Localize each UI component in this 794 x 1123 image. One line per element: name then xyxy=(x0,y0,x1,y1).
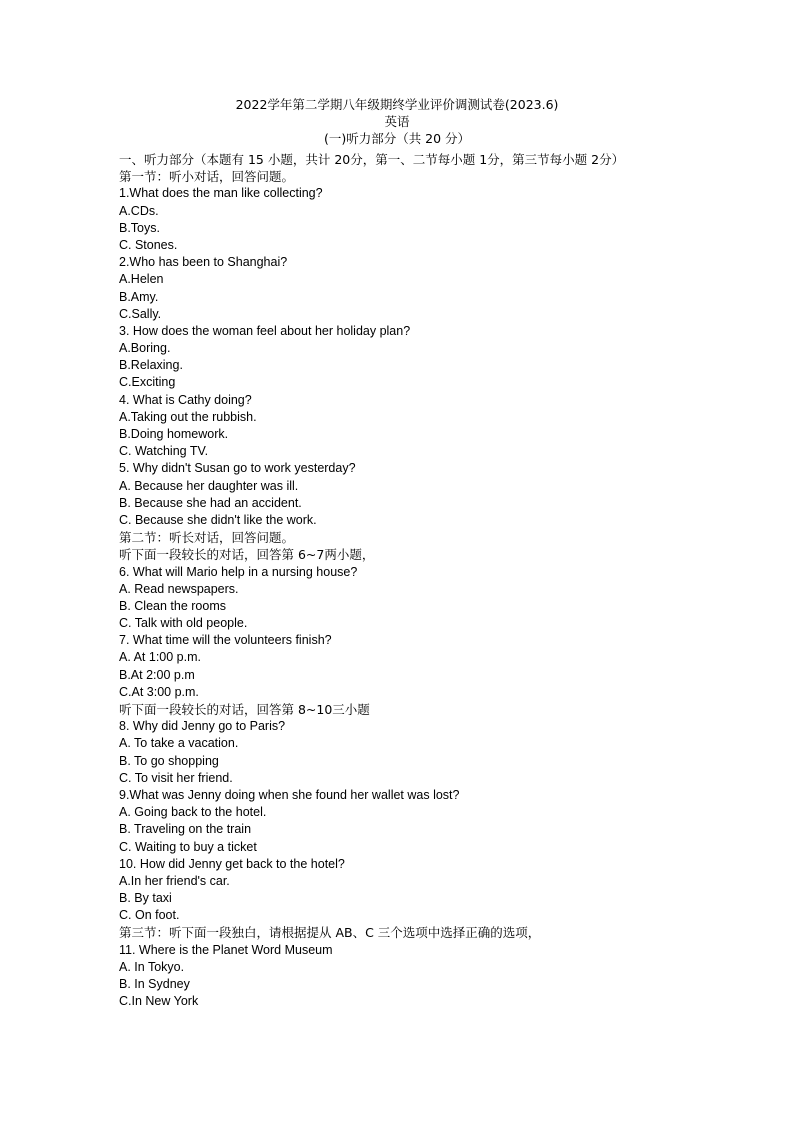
text-line: 第二节：听长对话，回答问题。 xyxy=(119,530,295,546)
text-line: B.At 2:00 p.m xyxy=(119,667,195,682)
text-line: B. Traveling on the train xyxy=(119,822,252,837)
text-line: A. At 1:00 p.m. xyxy=(119,650,201,665)
text-line: C. To visit her friend. xyxy=(119,770,233,785)
text-line: 2.Who has been to Shanghai? xyxy=(119,255,288,270)
text-line: A. To take a vacation. xyxy=(119,736,239,751)
text-line: C. Stones. xyxy=(119,237,178,252)
text-line: B.Toys. xyxy=(119,220,160,235)
text-line: 4. What is Cathy doing? xyxy=(119,392,252,407)
text-line: B. By taxi xyxy=(119,891,172,906)
text-line: A.Taking out the rubbish. xyxy=(119,409,257,424)
text-line: A.Helen xyxy=(119,272,164,287)
text-line: 11. Where is the Planet Word Museum xyxy=(119,942,333,957)
text-line: C. Because she didn't like the work. xyxy=(119,512,317,527)
text-line: A.In her friend's car. xyxy=(119,873,230,888)
text-line: 第一节：听小对话，回答问题。 xyxy=(119,169,295,185)
section-title: (一)听力部分（共 20 分） xyxy=(323,131,471,147)
text-line: A.CDs. xyxy=(119,203,159,218)
exam-header xyxy=(0,96,794,148)
exam-body xyxy=(119,151,719,1010)
text-line: B. In Sydney xyxy=(119,977,190,991)
text-line: C. Talk with old people. xyxy=(119,616,248,631)
text-line: C. On foot. xyxy=(119,908,180,923)
text-line: B. To go shopping xyxy=(119,753,219,768)
text-line: A. Because her daughter was ill. xyxy=(119,478,299,493)
text-line: A. In Tokyo. xyxy=(119,959,185,974)
exam-title: 2022学年第二学期八年级期终学业评价调测试卷(2023.6) xyxy=(235,97,559,112)
text-line: C. Waiting to buy a ticket xyxy=(119,839,257,854)
text-line: B. Clean the rooms xyxy=(119,598,226,613)
text-line: 听下面一段较长的对话，回答第 6~7两小题， xyxy=(119,547,375,563)
text-line: 6. What will Mario help in a nursing house? xyxy=(119,564,358,579)
text-line: 3. How does the woman feel about her holiday plan? xyxy=(119,323,411,338)
text-line: 一、听力部分（本题有 15 小题，共计 20分，第一、二节每小题 1分，第三节每小题 2分） xyxy=(119,152,625,167)
text-line: B.Amy. xyxy=(119,289,159,304)
text-line: 第三节：听下面一段独白，请根据提从 AB、C 三个选项中选择正确的选项， xyxy=(119,925,541,941)
text-line: 听下面一段较长的对话，回答第 8~10三小题 xyxy=(119,702,370,717)
text-line: C.Sally. xyxy=(119,306,162,321)
text-line: 10. How did Jenny get back to the hotel? xyxy=(119,856,345,871)
text-line: B. Because she had an accident. xyxy=(119,495,302,510)
text-line: 7. What time will the volunteers finish? xyxy=(119,633,332,648)
text-line: C.Exciting xyxy=(119,375,176,390)
subject-title: 英语 xyxy=(384,114,410,130)
text-line: C. Watching TV. xyxy=(119,444,209,459)
text-line: C.At 3:00 p.m. xyxy=(119,684,199,699)
text-line: B.Doing homework. xyxy=(119,427,229,441)
text-line: 9.What was Jenny doing when she found her wallet was lost? xyxy=(119,787,460,802)
text-line: 5. Why didn't Susan go to work yesterday? xyxy=(119,461,356,476)
text-line: B.Relaxing. xyxy=(119,358,183,373)
text-line: C.In New York xyxy=(119,994,199,1009)
text-line: A.Boring. xyxy=(119,341,171,356)
text-line: 1.What does the man like collecting? xyxy=(119,186,323,201)
text-line: A. Read newspapers. xyxy=(119,581,239,596)
text-line: A. Going back to the hotel. xyxy=(119,805,267,820)
text-line: 8. Why did Jenny go to Paris? xyxy=(119,719,286,734)
